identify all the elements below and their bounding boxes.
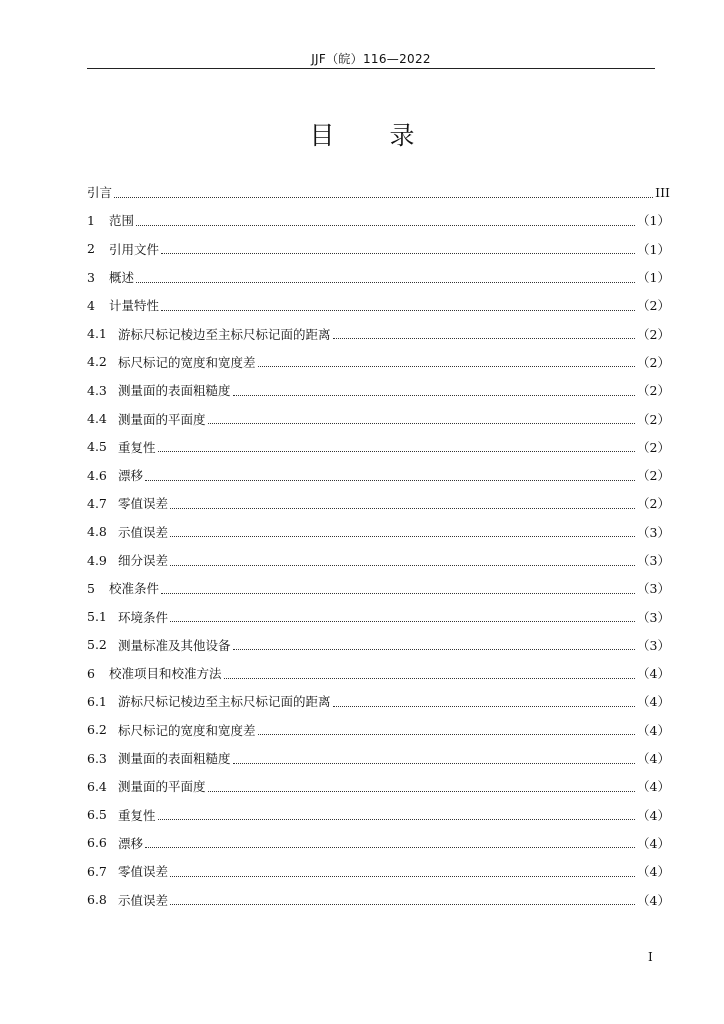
toc-entry-page: （4） [637, 807, 670, 823]
toc-entry[interactable] [87, 518, 670, 546]
toc-entry-title: 校准条件 [109, 581, 160, 597]
toc-entry-title: 标尺标记的宽度和宽度差 [118, 722, 256, 738]
toc-dot-leader [114, 196, 653, 198]
toc-dot-leader [233, 648, 636, 650]
toc-entry-number: 4.8 [87, 524, 107, 540]
toc-entry-title: 重复性 [118, 439, 156, 455]
toc-entry-page: （3） [637, 581, 670, 597]
toc-entry-number: 4.1 [87, 326, 107, 342]
toc-entry-page: （1） [637, 270, 670, 286]
toc-entry[interactable] [87, 659, 670, 687]
toc-entry-page: （4） [637, 892, 670, 908]
toc-entry-page: （3） [637, 637, 670, 653]
toc-entry-number: 6.8 [87, 892, 107, 908]
toc-entry-title: 游标尺标记棱边至主标尺标记面的距离 [118, 326, 331, 342]
toc-entry-number: 4 [87, 297, 95, 313]
toc-entry-title: 示值误差 [118, 892, 169, 908]
toc-dot-leader [258, 365, 636, 367]
toc-entry-page: （3） [637, 524, 670, 540]
toc-entry-title: 概述 [109, 270, 135, 286]
toc-entry[interactable] [87, 489, 670, 517]
toc-entry-number: 3 [87, 269, 95, 285]
toc-entry-title: 测量面的平面度 [118, 779, 206, 795]
toc-dot-leader [208, 790, 636, 792]
toc-entry-title: 细分误差 [118, 553, 169, 568]
toc-entry-title: 游标尺标记棱边至主标尺标记面的距离 [118, 694, 331, 710]
toc-entry[interactable] [87, 404, 670, 432]
toc-entry-title: 零值误差 [118, 496, 169, 512]
toc-entry[interactable] [87, 235, 670, 263]
toc-entry[interactable] [87, 602, 670, 630]
toc-entry-number: 6.2 [87, 722, 107, 738]
toc-entry-title: 测量面的表面粗糙度 [118, 383, 231, 399]
toc-entry-page: （2） [637, 383, 670, 399]
toc-dot-leader [136, 281, 635, 283]
toc-entry-number: 5.2 [87, 637, 107, 653]
toc-entry-number: 4.5 [87, 439, 107, 455]
toc-dot-leader [161, 252, 635, 254]
toc-entry-title: 漂移 [118, 835, 144, 851]
toc-entry-page: （2） [637, 496, 670, 512]
toc-entry-title: 零值误差 [118, 864, 169, 880]
toc-entry-page: III [655, 184, 670, 200]
toc-entry-title: 示值误差 [118, 524, 169, 540]
toc-entry-page: （2） [637, 411, 670, 427]
toc-entry[interactable] [87, 574, 670, 602]
toc-dot-leader [233, 394, 636, 396]
toc-dot-leader [170, 564, 635, 566]
toc-dot-leader [170, 875, 635, 877]
toc-entry-number: 6.3 [87, 750, 107, 766]
toc-entry-page: （2） [637, 468, 670, 484]
toc-entry[interactable] [87, 631, 670, 659]
toc-entry-number: 4.7 [87, 495, 107, 511]
page-number: I [648, 950, 653, 964]
toc-entry-number: 4.3 [87, 382, 107, 398]
toc-entry[interactable] [87, 829, 670, 857]
toc-entry[interactable] [87, 716, 670, 744]
toc-entry-page: （4） [637, 694, 670, 710]
toc-entry[interactable] [87, 546, 670, 574]
toc-entry-page: （4） [637, 722, 670, 738]
toc-dot-leader [333, 337, 636, 339]
toc-entry-number: 6.6 [87, 835, 107, 851]
toc-entry-title: 测量面的平面度 [118, 411, 206, 427]
toc-entry[interactable] [87, 461, 670, 489]
toc-dot-leader [208, 422, 636, 424]
toc-entry[interactable] [87, 291, 670, 319]
toc-dot-leader [170, 903, 635, 905]
toc-entry-title: 标尺标记的宽度和宽度差 [118, 354, 256, 370]
toc-entry-title: 漂移 [118, 468, 144, 484]
toc-entry[interactable] [87, 801, 670, 829]
toc-entry[interactable] [87, 178, 670, 206]
toc-entry-number: 4.4 [87, 411, 107, 427]
toc-dot-leader [161, 309, 635, 311]
toc-entry-number: 4.6 [87, 467, 107, 483]
toc-entry[interactable] [87, 687, 670, 715]
toc-entry-title: 引言 [87, 185, 113, 201]
toc-entry-title: 引用文件 [109, 241, 160, 257]
toc-entry-page: （1） [637, 241, 670, 257]
toc-entry-page: （4） [637, 864, 670, 880]
toc-entry-page: （4） [637, 779, 670, 795]
toc-entry[interactable] [87, 319, 670, 347]
toc-dot-leader [158, 450, 636, 452]
toc-entry[interactable] [87, 772, 670, 800]
toc-dot-leader [158, 818, 636, 820]
toc-dot-leader [170, 535, 635, 537]
table-of-contents [87, 178, 670, 914]
toc-dot-leader [136, 224, 635, 226]
toc-entry[interactable] [87, 263, 670, 291]
toc-entry-title: 计量特性 [109, 298, 160, 314]
toc-entry-page: （2） [637, 298, 670, 314]
page-title: 目录 [309, 121, 470, 150]
toc-entry-page: （1） [637, 213, 670, 229]
toc-dot-leader [170, 507, 635, 509]
toc-entry-number: 6.1 [87, 693, 107, 709]
toc-dot-leader [224, 677, 636, 679]
toc-entry-number: 4.9 [87, 552, 107, 568]
toc-dot-leader [145, 479, 635, 481]
toc-entry-number: 1 [87, 212, 95, 228]
toc-entry-page: （4） [637, 751, 670, 767]
toc-entry-page: （3） [637, 609, 670, 625]
toc-entry[interactable] [87, 857, 670, 885]
toc-entry-number: 6.7 [87, 863, 107, 879]
toc-entry-number: 5.1 [87, 609, 107, 625]
toc-entry[interactable] [87, 376, 670, 404]
toc-dot-leader [333, 705, 636, 707]
document-header-code: JJF（皖）116—2022 [311, 52, 431, 66]
toc-entry-page: （2） [637, 439, 670, 455]
toc-entry-page: （3） [637, 553, 670, 568]
toc-entry-number: 6 [87, 665, 95, 681]
toc-entry-title: 环境条件 [118, 609, 169, 625]
toc-entry-title: 重复性 [118, 807, 156, 823]
toc-entry[interactable] [87, 206, 670, 234]
header-divider [87, 68, 655, 69]
toc-entry-title: 范围 [109, 213, 135, 229]
toc-entry-page: （4） [637, 835, 670, 851]
toc-entry-number: 6.5 [87, 807, 107, 823]
toc-entry[interactable] [87, 433, 670, 461]
toc-entry[interactable] [87, 348, 670, 376]
toc-entry-page: （4） [637, 666, 670, 682]
toc-entry-title: 校准项目和校准方法 [109, 666, 222, 682]
toc-dot-leader [258, 733, 636, 735]
toc-entry[interactable] [87, 885, 670, 913]
toc-entry-title: 测量标准及其他设备 [118, 637, 231, 653]
toc-entry-number: 6.4 [87, 778, 107, 794]
toc-dot-leader [145, 846, 635, 848]
toc-entry-number: 2 [87, 241, 95, 257]
toc-dot-leader [233, 762, 636, 764]
toc-entry[interactable] [87, 744, 670, 772]
toc-dot-leader [170, 620, 635, 622]
toc-dot-leader [161, 592, 635, 594]
toc-entry-number: 5 [87, 580, 95, 596]
toc-entry-page: （2） [637, 326, 670, 342]
toc-entry-number: 4.2 [87, 354, 107, 370]
toc-entry-title: 测量面的表面粗糙度 [118, 751, 231, 767]
toc-entry-page: （2） [637, 354, 670, 370]
